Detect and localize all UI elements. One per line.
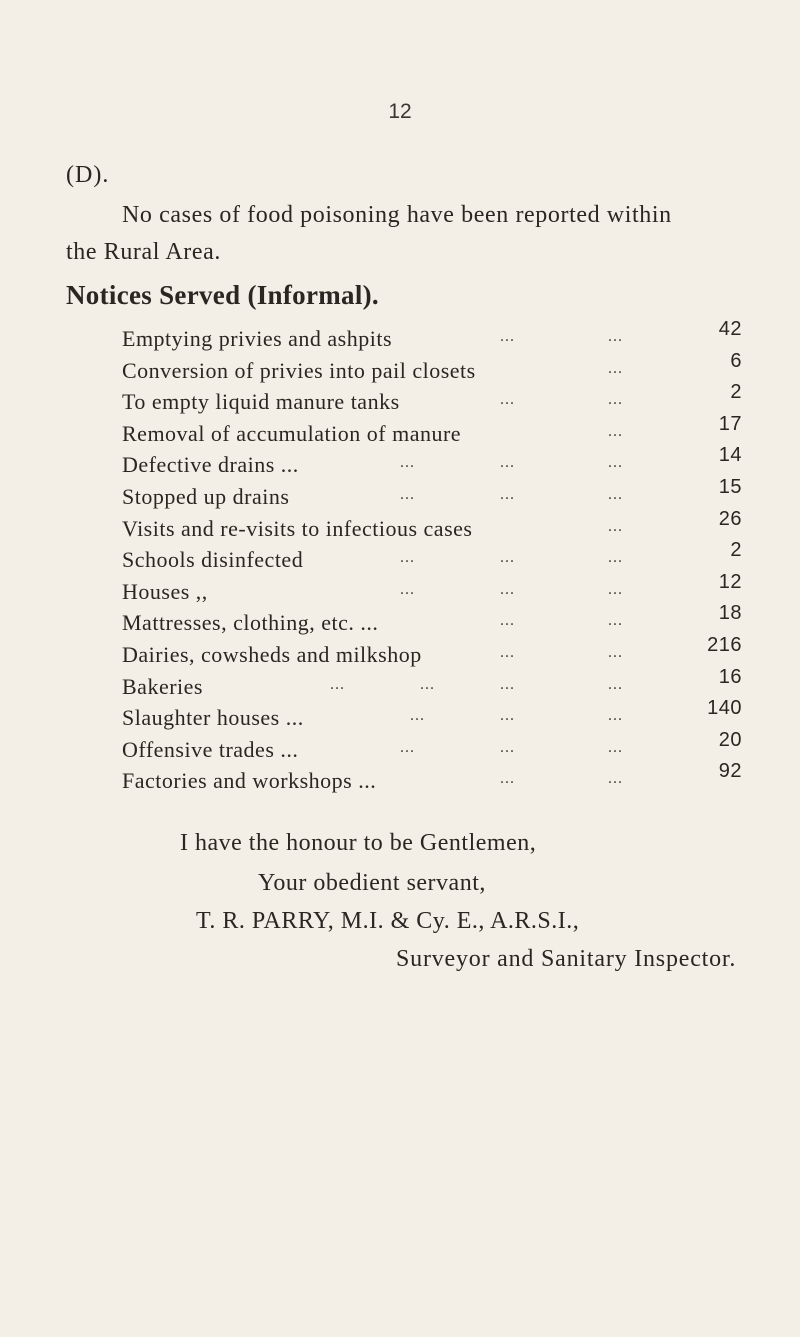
notice-count: 15 [718, 475, 742, 498]
notice-count: 20 [718, 728, 742, 751]
notice-count: 12 [718, 570, 742, 593]
notice-label: Slaughter houses ... [122, 705, 304, 731]
notice-count: 18 [718, 602, 742, 625]
notice-label: Visits and re-visits to infectious cases [122, 515, 473, 541]
intro-line-1: No cases of food poisoning have been reported within [122, 202, 672, 228]
notice-count: 2 [730, 539, 742, 562]
notice-count: 140 [707, 697, 742, 720]
notice-label: Conversion of privies into pail closets [122, 357, 476, 383]
notice-row: Emptying privies and ashpits ... ... 42 [122, 318, 742, 351]
section-label: (D). [66, 162, 110, 188]
notice-label: Removal of accumulation of manure [122, 420, 462, 446]
notice-row: Visits and re-visits to infectious cases ... 26 [122, 507, 742, 541]
notice-label: Schools disinfected [122, 547, 304, 573]
notice-label: Mattresses, clothing, etc. ... [122, 610, 379, 636]
notice-row: Mattresses, clothing, etc. ... ... ... 18 [122, 602, 742, 636]
notice-label: Houses ,, [122, 578, 208, 604]
notice-row: Houses ,, ... ... ... 12 [122, 570, 742, 604]
notice-label: Dairies, cowsheds and milkshop [122, 641, 422, 667]
intro-line-2: the Rural Area. [66, 239, 221, 265]
notice-count: 216 [707, 633, 742, 656]
notice-label: Stopped up drains [122, 483, 290, 509]
notice-row: Conversion of privies into pail closets ... 6 [122, 349, 742, 383]
notice-label: Offensive trades ... [122, 736, 299, 762]
notice-count: 26 [718, 507, 742, 530]
notice-row: Removal of accumulation of manure ... 17 [122, 412, 742, 446]
notice-label: Defective drains ... [122, 452, 299, 478]
signature-title: Surveyor and Sanitary Inspector. [396, 946, 737, 972]
notice-label: Emptying privies and ashpits [122, 326, 393, 351]
valediction: Your obedient servant, [258, 870, 486, 896]
notice-label: To empty liquid manure tanks [122, 389, 400, 415]
notice-row: Factories and workshops ... ... ... 92 [122, 760, 742, 794]
notice-row: Bakeries ... ... ... ... 16 [122, 665, 742, 699]
notice-count: 6 [730, 349, 742, 372]
notice-count: 17 [718, 412, 742, 435]
notice-row: Schools disinfected ... ... ... 2 [122, 539, 742, 573]
notice-count: 16 [718, 665, 742, 688]
notice-label: Bakeries [122, 673, 203, 699]
closing-line: I have the honour to be Gentlemen, [180, 830, 537, 856]
notices-list [122, 318, 742, 800]
notice-count: 14 [718, 444, 742, 467]
notice-row: Stopped up drains ... ... ... 15 [122, 475, 742, 509]
notice-row: Offensive trades ... ... ... ... 20 [122, 728, 742, 762]
notice-row: Defective drains ... ... ... ... 14 [122, 444, 742, 478]
notice-row: To empty liquid manure tanks ... ... 2 [122, 381, 742, 415]
notice-label: Factories and workshops ... [122, 768, 377, 794]
notice-count: 42 [718, 318, 742, 340]
page-number: 12 [388, 100, 412, 123]
notice-row: Dairies, cowsheds and milkshop ... ... 216 [122, 633, 742, 667]
notices-heading: Notices Served (Informal). [66, 280, 379, 310]
notice-count: 2 [730, 381, 742, 404]
notice-count: 92 [718, 760, 742, 783]
signature-name: T. R. PARRY, M.I. & Cy. E., A.R.S.I., [196, 908, 580, 934]
notice-row: Slaughter houses ... ... ... ... 140 [122, 697, 742, 731]
